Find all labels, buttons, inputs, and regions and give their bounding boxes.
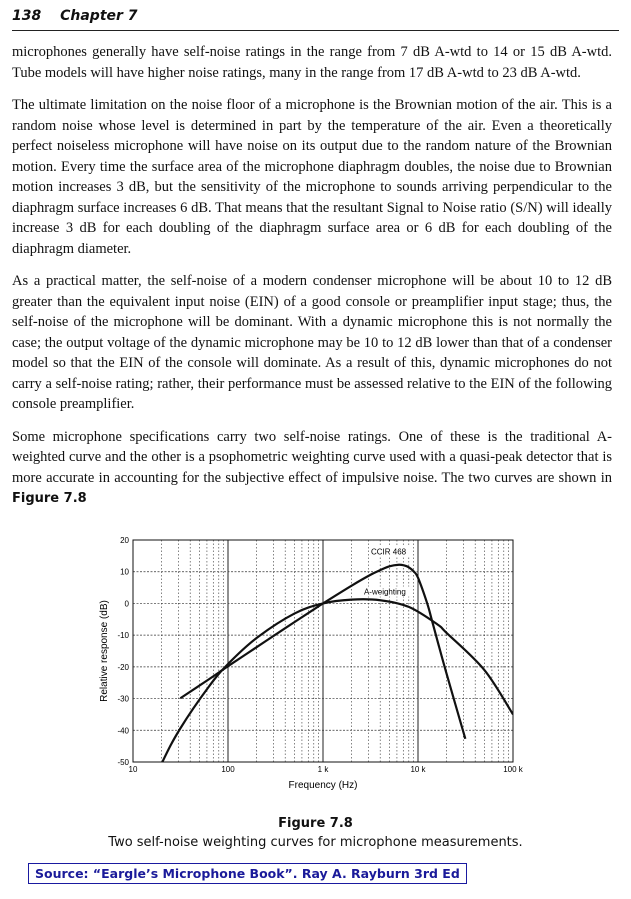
paragraph-4-text: Some microphone specifications carry two self-noise ratings. One of these is the traditional A-weighted curve and the other is a psophometric weighting curve used with a quasi-peak detector that is more accurate in accounting for the subjective effect of impulsive noise. The two curves are shown in — [12, 428, 612, 486]
x-tick-label: 10 k — [410, 765, 426, 774]
weighting-chart — [95, 534, 535, 804]
y-tick-label: -30 — [117, 694, 129, 704]
source-note: Source: “Eargle’s Microphone Book”. Ray A. Rayburn 3rd Ed — [28, 863, 467, 884]
series-label-ccir-468: CCIR 468 — [370, 547, 407, 557]
y-tick-label: 20 — [120, 536, 129, 545]
y-tick-label: 0 — [124, 599, 129, 609]
figure-label: Figure 7.8 — [278, 816, 353, 831]
paragraph-4 — [12, 427, 612, 510]
paragraph-3: As a practical matter, the self-noise of a modern condenser microphone will be about 10 to 12 dB greater than the equivalent input noise (EIN) of a good console or preamplifier input stage; thus, the self-noise of the microphone will be dominant. With a dynamic microphone this is not normally the case; the output voltage of the dynamic microphone may be 10 to 12 dB lower than that of a condenser model so that the EIN of the console will dominate. As a result of this, dynamic microphones do not carry a self-noise rating; rather, their performance must be assessed relative to the EIN of the following console preamplifier. — [12, 273, 612, 412]
y-tick-label: 10 — [120, 567, 129, 577]
x-tick-label: 1 k — [317, 765, 329, 774]
figure-caption: Two self-noise weighting curves for microphone measurements. — [108, 835, 523, 850]
paragraph-1: microphones generally have self-noise ratings in the range from 7 dB A-wtd to 14 or 15 dB A-wtd. Tube models will have higher noise ratings, many in the range from 17 dB A-wtd to 23 dB A-wtd. — [12, 44, 612, 81]
x-tick-label: 100 k — [503, 765, 523, 774]
x-axis-title: Frequency (Hz) — [288, 780, 358, 791]
y-tick-label: -40 — [117, 726, 129, 736]
figure-reference: Figure 7.8 — [12, 491, 87, 506]
x-tick-label: 100 — [221, 765, 235, 774]
chart-svg — [95, 534, 535, 804]
series-label-a-weighting: A-weighting — [363, 587, 406, 597]
y-tick-label: -20 — [117, 662, 129, 672]
y-tick-label: -50 — [117, 758, 129, 767]
chapter-title: Chapter 7 — [60, 8, 138, 24]
paragraph-2: The ultimate limitation on the noise floor of a microphone is the Brownian motion of the air. This is a random noise whose level is determined in part by the temperature of the air. Even a theoretically perfect noiseless microphone will have noise on its output due to the random nature of the Brownian motion. Every time the surface area of the microphone diaphragm doubles, the noise due to Brownian motion increases 3 dB, but the sensitivity of the microphone to sounds arriving perpendicular to the diaphragm surface increases 6 dB. That means that the resultant Signal to Noise ratio (S/N) will ideally increase 3 dB for each doubling of the diaphragm surface area or 6 dB for each doubling of the diaphragm diameter. — [12, 97, 612, 257]
y-tick-label: -10 — [117, 631, 129, 641]
x-tick-label: 10 — [128, 765, 138, 774]
page-number: 138 — [12, 8, 42, 24]
body-text — [12, 42, 612, 522]
page-header — [12, 4, 619, 31]
y-axis-title: Relative response (dB) — [99, 600, 110, 702]
